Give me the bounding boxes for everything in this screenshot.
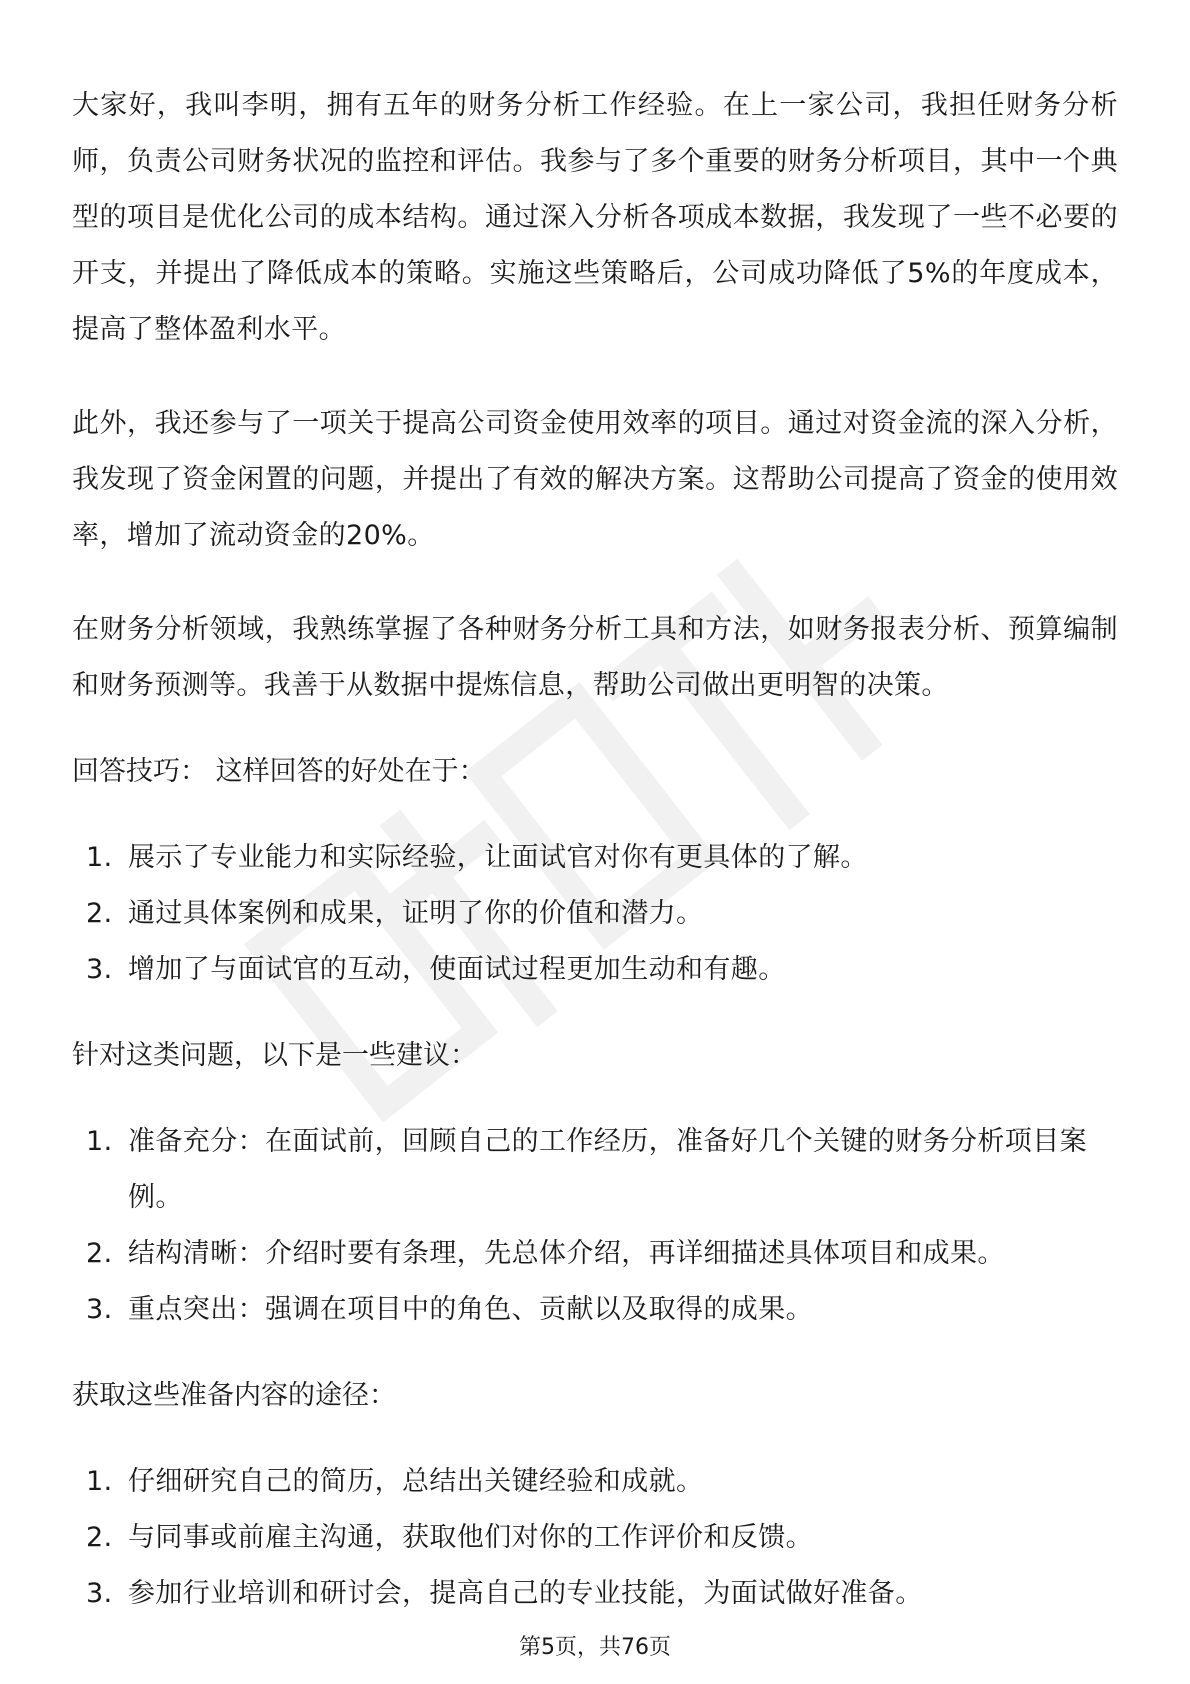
list-item bbox=[72, 1454, 1118, 1510]
list-text: 重点突出：强调在项目中的角色、贡献以及取得的成果。 bbox=[128, 1294, 813, 1325]
list-text: 通过具体案例和成果，证明了你的价值和潜力。 bbox=[128, 898, 704, 929]
list-text: 仔细研究自己的简历，总结出关键经验和成就。 bbox=[128, 1466, 704, 1497]
list-text: 准备充分：在面试前，回顾自己的工作经历，准备好几个关键的财务分析项目案例。 bbox=[128, 1126, 1087, 1213]
list-text: 与同事或前雇主沟通，获取他们对你的工作评价和反馈。 bbox=[128, 1522, 813, 1553]
list-number: 3. bbox=[86, 1294, 113, 1325]
list-number: 1. bbox=[86, 1126, 113, 1157]
list-item bbox=[72, 1282, 1118, 1338]
list-item bbox=[72, 1566, 1118, 1622]
tips-list bbox=[72, 830, 1118, 998]
sources-heading: 获取这些准备内容的途径： bbox=[72, 1380, 396, 1411]
page-number: 第5页，共76页 bbox=[519, 1635, 671, 1660]
list-number: 1. bbox=[86, 842, 113, 873]
list-item bbox=[72, 886, 1118, 942]
list-text: 增加了与面试官的互动，使面试过程更加生动和有趣。 bbox=[128, 954, 786, 985]
advice-heading: 针对这类问题，以下是一些建议： bbox=[72, 1040, 477, 1071]
list-number: 2. bbox=[86, 1238, 113, 1269]
list-item bbox=[72, 830, 1118, 886]
sources-list bbox=[72, 1454, 1118, 1622]
document-body bbox=[72, 78, 1118, 1622]
list-text: 参加行业培训和研讨会，提高自己的专业技能，为面试做好准备。 bbox=[128, 1578, 923, 1609]
skills-paragraph: 在财务分析领域，我熟练掌握了各种财务分析工具和方法，如财务报表分析、预算编制和财务预测等。我善于从数据中提炼信息，帮助公司做出更明智的决策。 bbox=[72, 614, 1118, 701]
list-text: 展示了专业能力和实际经验，让面试官对你有更具体的了解。 bbox=[128, 842, 868, 873]
advice-list bbox=[72, 1114, 1118, 1338]
project-paragraph: 此外，我还参与了一项关于提高公司资金使用效率的项目。通过对资金流的深入分析，我发现了资金闲置的问题，并提出了有效的解决方案。这帮助公司提高了资金的使用效率，增加了流动资金的20%。 bbox=[72, 408, 1118, 551]
tips-heading: 回答技巧： 这样回答的好处在于： bbox=[72, 756, 486, 787]
list-number: 2. bbox=[86, 1522, 113, 1553]
list-text: 结构清晰：介绍时要有条理，先总体介绍，再详细描述具体项目和成果。 bbox=[128, 1238, 1005, 1269]
intro-paragraph: 大家好，我叫李明，拥有五年的财务分析工作经验。在上一家公司，我担任财务分析师，负责公司财务状况的监控和评估。我参与了多个重要的财务分析项目，其中一个典型的项目是优化公司的成本结构。通过深入分析各项成本数据，我发现了一些不必要的开支，并提出了降低成本的策略。实施这些策略后，公司成功降低了5%的年度成本，提高了整体盈利水平。 bbox=[72, 90, 1118, 345]
list-number: 2. bbox=[86, 898, 113, 929]
list-item bbox=[72, 1114, 1118, 1226]
list-item bbox=[72, 1226, 1118, 1282]
list-number: 1. bbox=[86, 1466, 113, 1497]
list-number: 3. bbox=[86, 954, 113, 985]
list-number: 3. bbox=[86, 1578, 113, 1609]
list-item bbox=[72, 942, 1118, 998]
list-item bbox=[72, 1510, 1118, 1566]
